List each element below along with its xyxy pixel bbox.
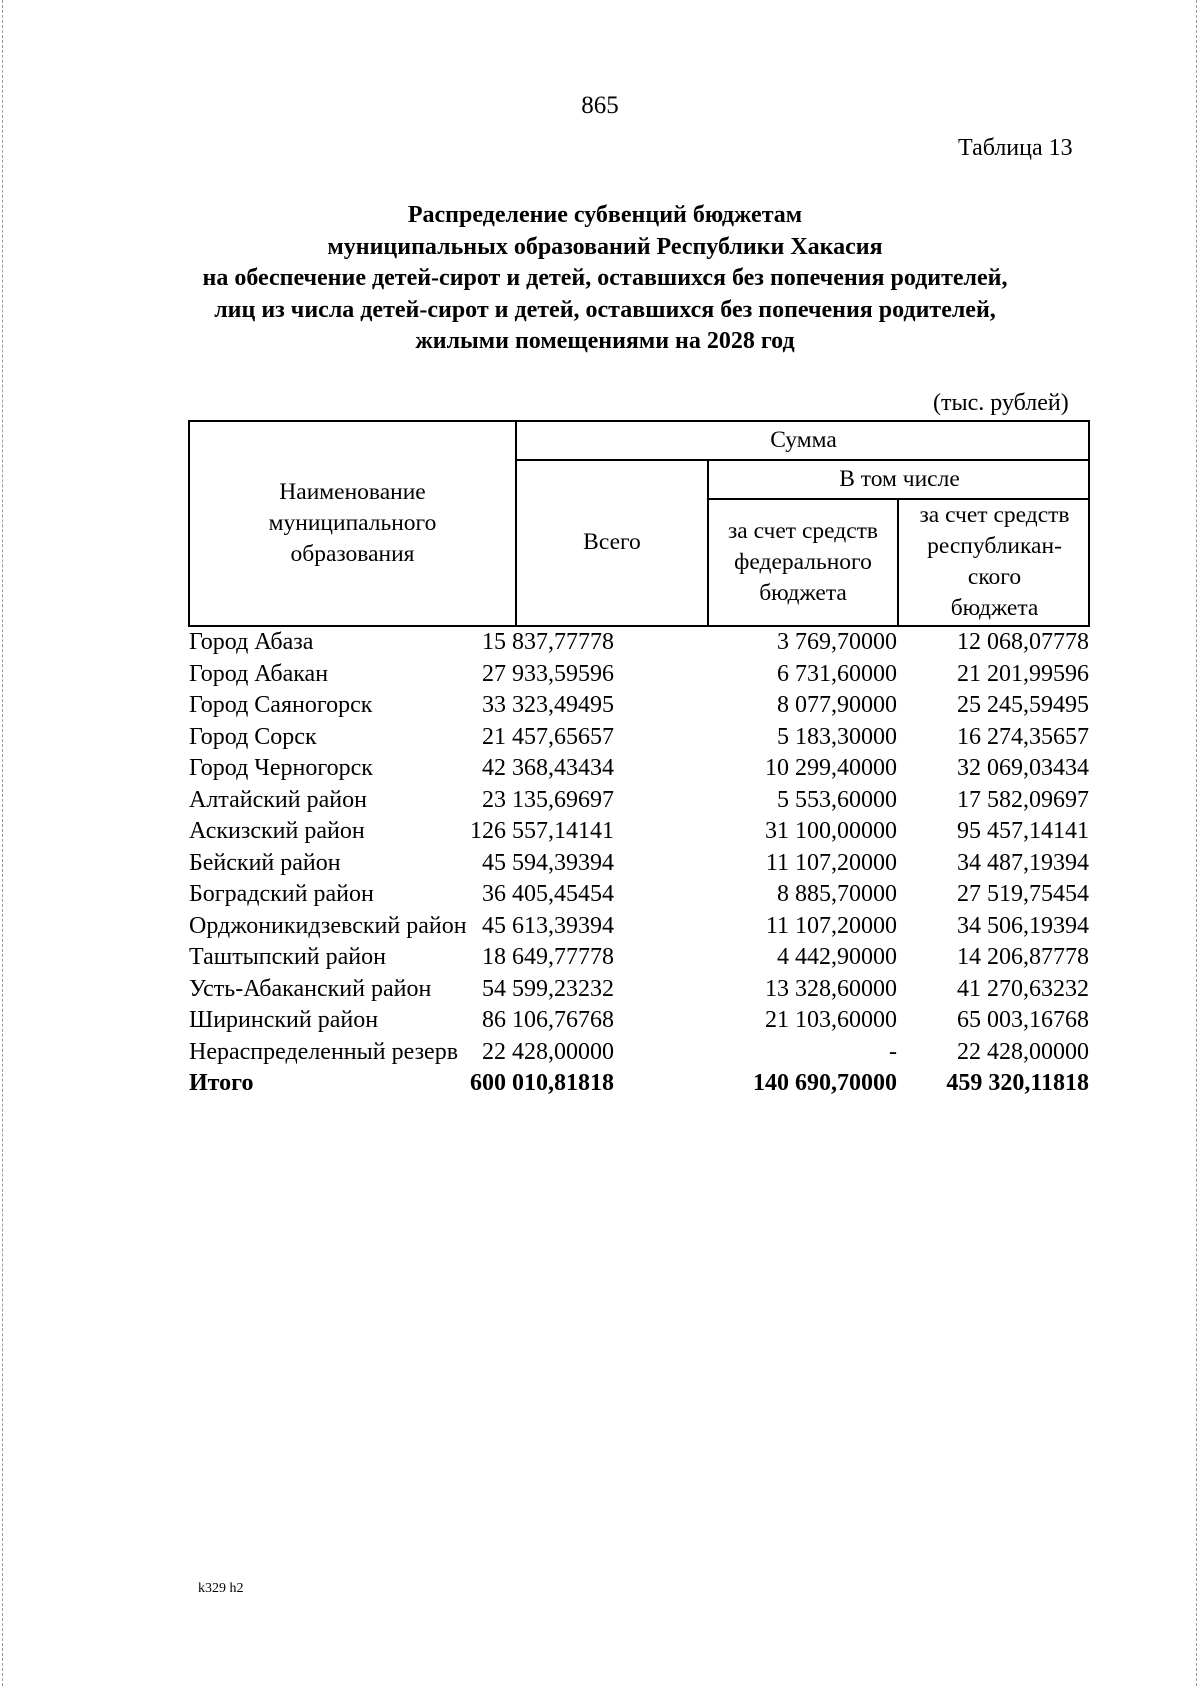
table-body xyxy=(188,627,1090,1100)
row-federal: 5 553,60000 xyxy=(777,786,897,813)
row-total: 21 457,65657 xyxy=(482,723,614,750)
table-row xyxy=(188,848,1090,880)
total-row-republic: 459 320,11818 xyxy=(946,1070,1089,1096)
total-row-total: 600 010,81818 xyxy=(470,1070,614,1096)
table-row xyxy=(188,942,1090,974)
title-line: Распределение субвенций бюджетам xyxy=(407,202,803,228)
header-text: республикан- xyxy=(927,533,1062,559)
row-republic: 65 003,16768 xyxy=(957,1007,1089,1033)
header-text: бюджета xyxy=(759,580,847,606)
row-republic: 34 487,19394 xyxy=(957,849,1089,876)
title-line: муниципальных образований Республики Хакасия xyxy=(327,233,883,260)
row-total: 15 837,77778 xyxy=(482,629,614,655)
row-name: Усть-Абаканский район xyxy=(189,975,432,1002)
table-row xyxy=(188,879,1090,911)
table-row xyxy=(188,1005,1090,1037)
footer-code: k329 h2 xyxy=(198,1581,244,1596)
header-sum: Сумма xyxy=(770,427,837,453)
table-row xyxy=(188,816,1090,848)
row-total: 22 428,00000 xyxy=(482,1038,614,1065)
row-name: Город Черногорск xyxy=(189,755,373,781)
header-text: бюджета xyxy=(950,595,1039,621)
row-name: Город Абаза xyxy=(189,629,314,655)
table-row xyxy=(188,722,1090,754)
row-republic: 16 274,35657 xyxy=(957,723,1089,750)
header-text: за счет средств xyxy=(728,518,878,544)
row-total: 36 405,45454 xyxy=(482,881,614,907)
table-row xyxy=(188,627,1090,659)
row-name: Нераспределенный резерв xyxy=(189,1038,459,1065)
row-total: 23 135,69697 xyxy=(482,786,614,813)
row-federal: 6 731,60000 xyxy=(777,660,897,687)
row-republic: 25 245,59495 xyxy=(957,692,1089,718)
row-federal: 11 107,20000 xyxy=(765,849,897,876)
table-label: Таблица 13 xyxy=(958,135,1073,161)
total-row-name: Итого xyxy=(189,1070,254,1096)
table-row xyxy=(188,690,1090,722)
row-federal: 10 299,40000 xyxy=(765,755,897,781)
table-row xyxy=(188,911,1090,943)
page-number: 865 xyxy=(581,92,619,119)
row-name: Город Сорск xyxy=(189,723,317,750)
title-line: лиц из числа детей-сирот и детей, оставшихся без попечения родителей, xyxy=(214,296,996,323)
row-republic: 22 428,00000 xyxy=(957,1038,1089,1065)
row-federal: 13 328,60000 xyxy=(765,975,897,1002)
table-row xyxy=(188,974,1090,1006)
row-total: 86 106,76768 xyxy=(482,1007,614,1033)
row-total: 126 557,14141 xyxy=(470,818,614,844)
row-republic: 14 206,87778 xyxy=(957,944,1089,970)
header-including: В том числе xyxy=(839,466,960,492)
document-title xyxy=(130,200,1080,358)
table-row xyxy=(188,659,1090,691)
row-republic: 95 457,14141 xyxy=(957,818,1089,844)
table-row xyxy=(188,785,1090,817)
scan-edge-right xyxy=(1196,0,1197,1686)
row-federal: 8 077,90000 xyxy=(777,692,897,718)
row-total: 27 933,59596 xyxy=(482,660,614,687)
row-total: 45 613,39394 xyxy=(482,912,614,939)
row-republic: 21 201,99596 xyxy=(957,660,1089,687)
header-text: федерального xyxy=(734,549,872,575)
table-row xyxy=(188,753,1090,785)
row-federal: 8 885,70000 xyxy=(777,881,897,907)
row-name: Алтайский район xyxy=(189,786,367,813)
row-total: 42 368,43434 xyxy=(482,755,614,781)
row-federal: 31 100,00000 xyxy=(765,818,897,844)
row-name: Бейский район xyxy=(189,849,341,876)
row-federal: 5 183,30000 xyxy=(777,723,897,750)
table-row xyxy=(188,1037,1090,1069)
row-name: Город Саяногорск xyxy=(189,692,373,718)
row-total: 54 599,23232 xyxy=(482,975,614,1002)
row-name: Аскизский район xyxy=(189,818,365,844)
header-text: за счет средств xyxy=(919,502,1070,528)
row-republic: 17 582,09697 xyxy=(957,786,1089,813)
row-republic: 27 519,75454 xyxy=(957,881,1089,907)
row-federal: 21 103,60000 xyxy=(765,1007,897,1033)
total-row-federal: 140 690,70000 xyxy=(753,1070,897,1096)
row-name: Город Абакан xyxy=(189,660,329,687)
row-federal: - xyxy=(889,1038,897,1065)
header-total-column: Всего xyxy=(583,529,641,555)
table-header xyxy=(188,420,1090,627)
row-federal: 11 107,20000 xyxy=(765,912,897,939)
header-text: Наименование xyxy=(279,479,426,505)
row-republic: 12 068,07778 xyxy=(957,629,1089,655)
row-total: 18 649,77778 xyxy=(482,944,614,970)
row-total: 45 594,39394 xyxy=(482,849,614,876)
row-republic: 34 506,19394 xyxy=(957,912,1089,939)
row-federal: 3 769,70000 xyxy=(777,629,897,655)
row-total: 33 323,49495 xyxy=(482,692,614,718)
row-federal: 4 442,90000 xyxy=(777,944,897,970)
units-label: (тыс. рублей) xyxy=(933,390,1069,416)
header-name-column xyxy=(190,477,515,570)
header-text: образования xyxy=(290,541,415,567)
title-line: жилыми помещениями на 2028 год xyxy=(415,328,795,354)
header-federal-column xyxy=(709,516,897,609)
row-republic: 41 270,63232 xyxy=(957,975,1089,1002)
header-text: муниципального xyxy=(268,510,437,536)
title-line: на обеспечение детей-сирот и детей, оставшихся без попечения родителей, xyxy=(202,265,1008,291)
row-name: Ширинский район xyxy=(189,1007,379,1033)
row-name: Таштыпский район xyxy=(189,944,386,970)
header-rule xyxy=(515,459,1090,461)
row-republic: 32 069,03434 xyxy=(957,755,1089,781)
header-republic-column xyxy=(899,500,1090,624)
row-name: Орджоникидзевский район xyxy=(189,912,467,939)
header-text: ского xyxy=(967,564,1022,590)
row-name: Боградский район xyxy=(189,881,374,907)
total-row xyxy=(188,1068,1090,1100)
scan-edge-left xyxy=(2,0,3,1686)
